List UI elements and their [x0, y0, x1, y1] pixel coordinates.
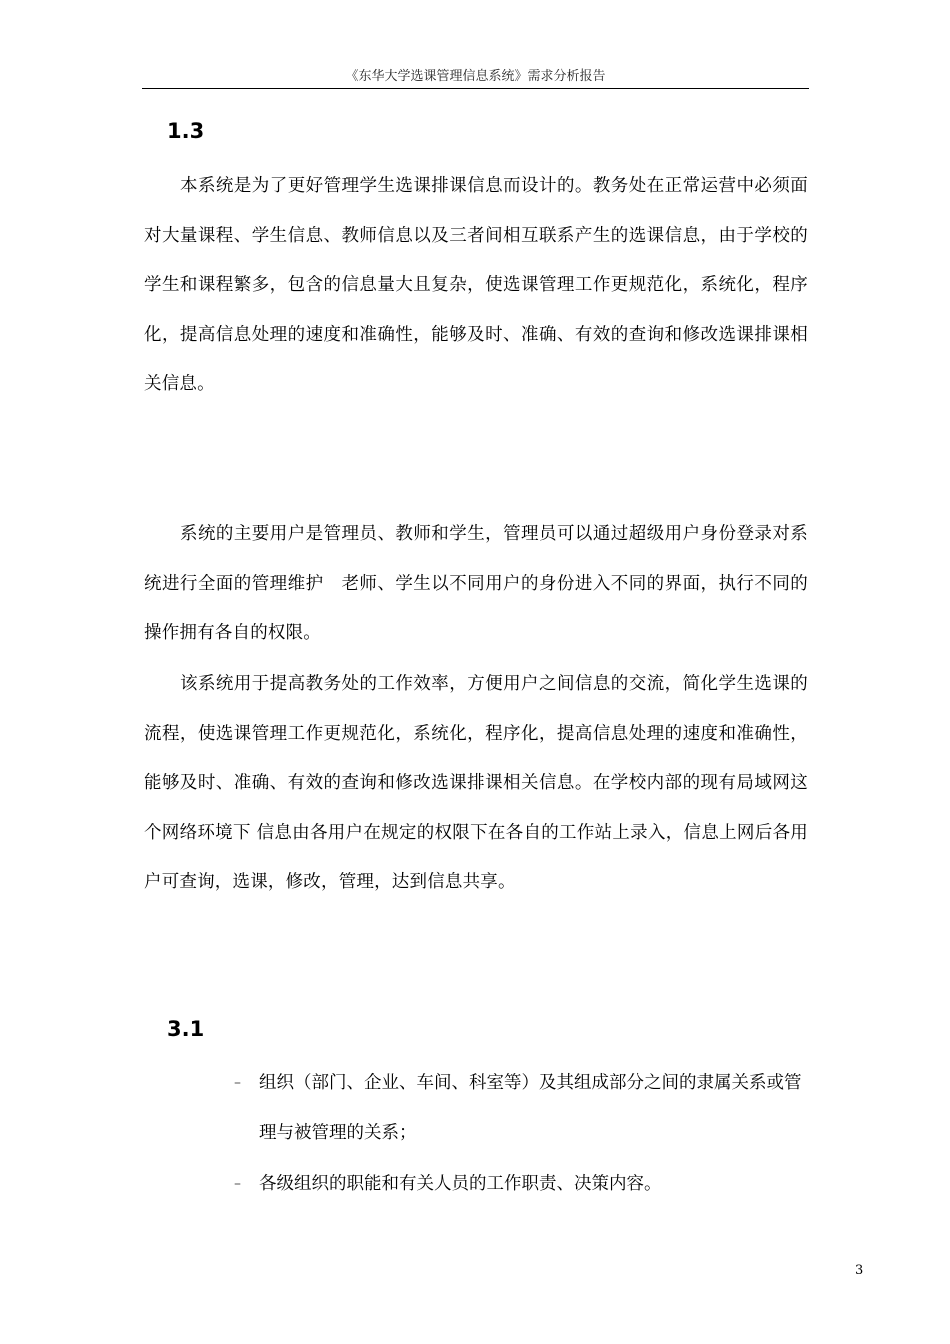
paragraph-intro: 本系统是为了更好管理学生选课排课信息而设计的。教务处在正常运营中必须面对大量课程、学生信息、教师信息以及三者间相互联系产生的选课信息，由于学校的学生和课程繁多，包含的信息量大且复杂，使选课管理工作更规范化，系统化，程序化，提高信息处理的速度和准确性，能够及时、准确、有效的查询和修改选课排课相关信息。 [144, 176, 808, 394]
section-heading-1-3: 1.3 [167, 119, 205, 143]
paragraph-users: 系统的主要用户是管理员、教师和学生，管理员可以通过超级用户身份登录对系统进行全面的管理维护 老师、学生以不同用户的身份进入不同的界面，执行不同的操作拥有各自的权限。 [144, 524, 808, 643]
dash-bullet: – [234, 1176, 241, 1192]
list-item-text: 组织（部门、企业、车间、科室等）及其组成部分之间的隶属关系或管理与被管理的关系； [259, 1073, 802, 1143]
paragraph-goals: 该系统用于提高教务处的工作效率，方便用户之间信息的交流，简化学生选课的流程，使选课管理工作更规范化，系统化，程序化，提高信息处理的速度和准确性，能够及时、准确、有效的查询和修改选课排课相关信息。在学校内部的现有局域网这个网络环境下 信息由各用户在规定的权限下在各自的工作站上录入，信息上网后各用户可查询，选课，修改，管理，达到信息共享。 [144, 674, 808, 892]
header-divider [142, 88, 809, 89]
list-item-text: 各级组织的职能和有关人员的工作职责、决策内容。 [259, 1174, 662, 1194]
page-number: 3 [855, 1263, 864, 1278]
page-header: 《东华大学选课管理信息系统》需求分析报告 [345, 69, 606, 84]
list-item [234, 1059, 814, 1158]
dash-bullet: – [234, 1075, 241, 1091]
section-heading-3-1: 3.1 [167, 1017, 205, 1041]
list-item [234, 1160, 814, 1210]
